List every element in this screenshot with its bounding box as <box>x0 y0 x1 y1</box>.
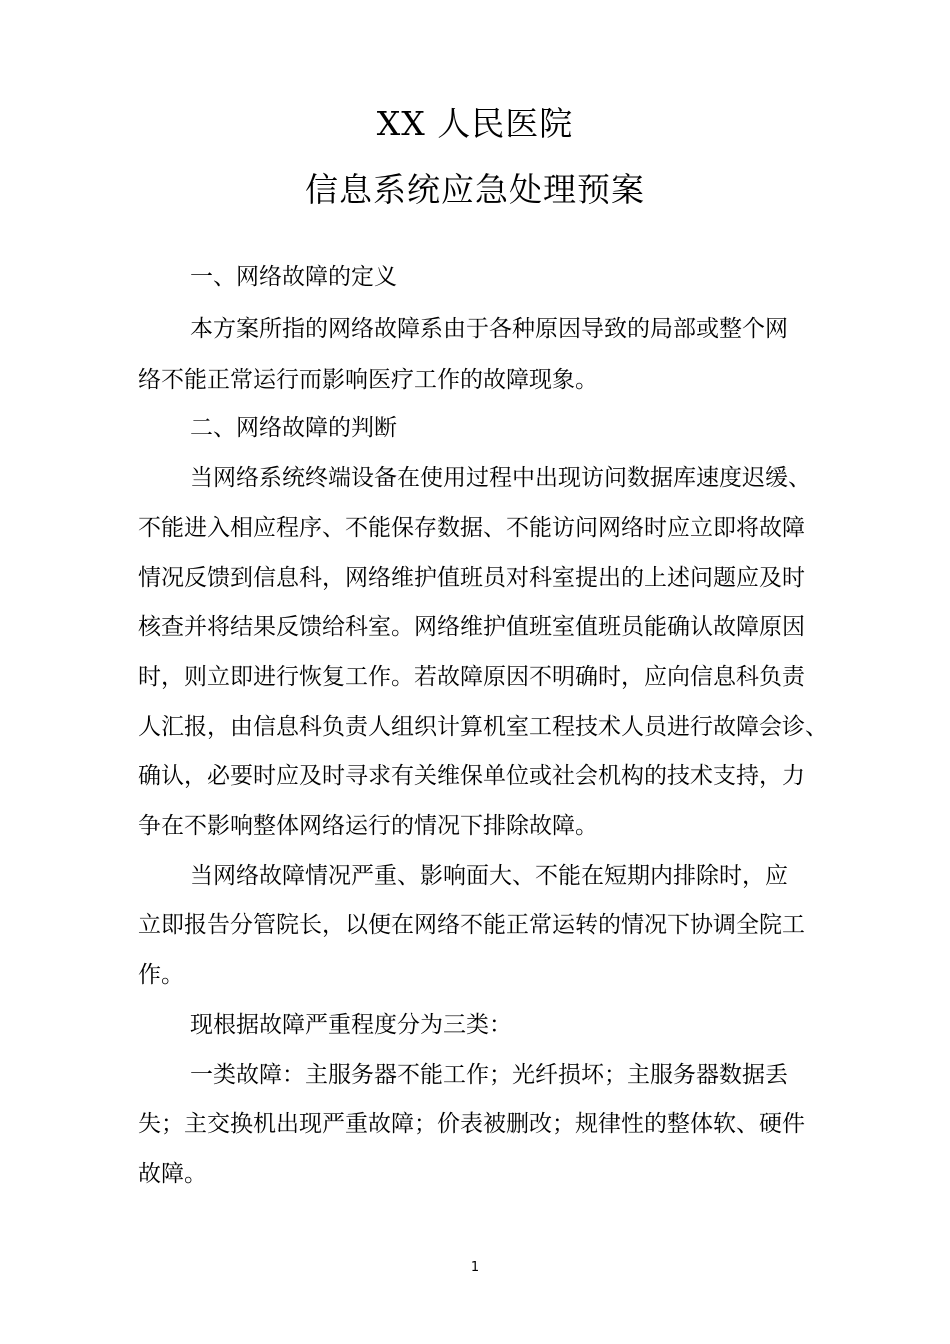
paragraph-line: 现根据故障严重程度分为三类： <box>190 1012 512 1038</box>
paragraph-line: 本方案所指的网络故障系由于各种原因导致的局部或整个网 <box>190 316 788 342</box>
page-number: 1 <box>470 1260 480 1275</box>
paragraph-line: 当网络系统终端设备在使用过程中出现访问数据库速度迟缓、 <box>190 465 811 491</box>
paragraph-line: 时，则立即进行恢复工作。若故障原因不明确时，应向信息科负责 <box>138 664 805 690</box>
document-title-plan: 信息系统应急处理预案 <box>305 170 645 209</box>
section-heading-judgement: 二、网络故障的判断 <box>190 415 397 441</box>
paragraph-line: 不能进入相应程序、不能保存数据、不能访问网络时应立即将故障 <box>138 515 805 541</box>
paragraph-line: 确认，必要时应及时寻求有关维保单位或社会机构的技术支持，力 <box>138 763 805 789</box>
paragraph-line: 失；主交换机出现严重故障；价表被删改；规律性的整体软、硬件 <box>138 1111 805 1137</box>
paragraph-line: 一类故障：主服务器不能工作；光纤损坏；主服务器数据丢 <box>190 1062 788 1088</box>
section-heading-definition: 一、网络故障的定义 <box>190 264 397 290</box>
paragraph-line: 作。 <box>138 962 184 988</box>
paragraph-line: 争在不影响整体网络运行的情况下排除故障。 <box>138 813 598 839</box>
paragraph-line: 故障。 <box>138 1161 207 1187</box>
paragraph-line: 人汇报，由信息科负责人组织计算机室工程技术人员进行故障会诊、 <box>138 714 828 740</box>
document-title-hospital: XX 人民医院 <box>376 104 574 143</box>
paragraph-line: 立即报告分管院长，以便在网络不能正常运转的情况下协调全院工 <box>138 912 805 938</box>
paragraph-line: 情况反馈到信息科，网络维护值班员对科室提出的上述问题应及时 <box>138 565 805 591</box>
paragraph-line: 核查并将结果反馈给科室。网络维护值班室值班员能确认故障原因 <box>138 614 805 640</box>
paragraph-line: 当网络故障情况严重、影响面大、不能在短期内排除时，应 <box>190 863 788 889</box>
paragraph-line: 络不能正常运行而影响医疗工作的故障现象。 <box>138 367 598 393</box>
